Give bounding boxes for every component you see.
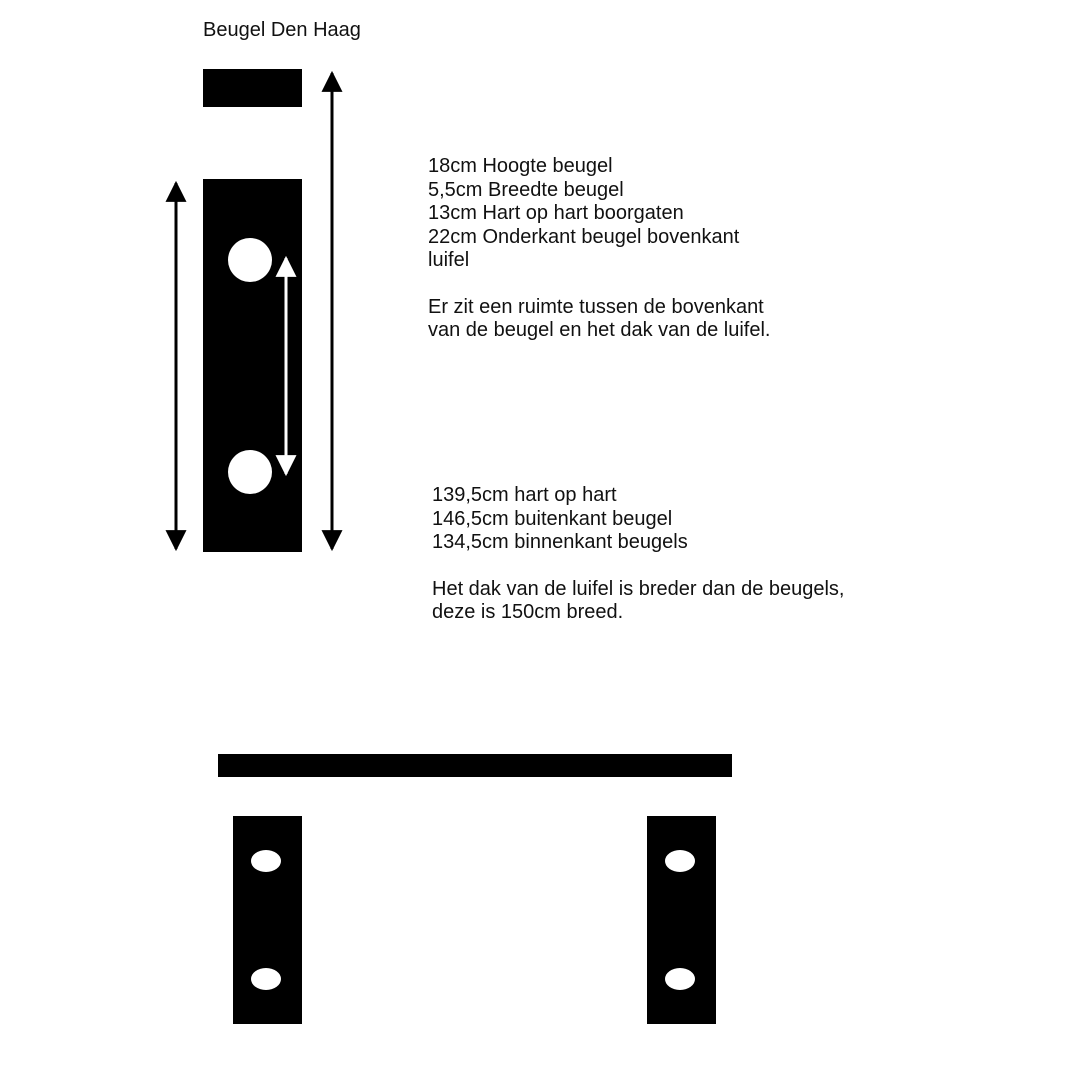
spec-width: 5,5cm Breedte beugel — [428, 178, 624, 201]
roof-note-line-1: Het dak van de luifel is breder dan de beugels, — [432, 577, 845, 600]
bracket-front-left — [233, 816, 302, 1024]
spec-hole-spacing: 13cm Hart op hart boorgaten — [428, 202, 684, 224]
bracket-hole-bottom — [228, 450, 272, 494]
bracket-note-line-2: van de beugel en het dak van de luifel. — [428, 319, 771, 341]
bracket-front-left-hole-bottom — [251, 968, 281, 990]
spec-gap-to-canopy-cont: luifel — [428, 249, 470, 271]
spec-height: 18cm Hoogte beugel — [428, 155, 613, 177]
canopy-roof-side — [203, 69, 302, 107]
bracket-hole-top — [228, 238, 272, 282]
bracket-front-right-hole-bottom — [665, 968, 695, 990]
canopy-roof-front — [218, 754, 732, 777]
diagram-title: Beugel Den Haag — [203, 19, 361, 41]
spec-center-to-center: 139,5cm hart op hart — [432, 484, 617, 506]
spec-outer-edge: 146,5cm buitenkant beugel — [432, 507, 673, 530]
roof-note-line-2: deze is 150cm breed. — [432, 601, 624, 623]
bracket-front-left-hole-top — [251, 850, 281, 872]
bracket-note-line-1: Er zit een ruimte tussen de bovenkant — [428, 295, 764, 318]
bracket-front-right-hole-top — [665, 850, 695, 872]
bracket-front-right — [647, 816, 716, 1024]
spec-inner-edge: 134,5cm binnenkant beugels — [432, 531, 688, 553]
spec-gap-to-canopy: 22cm Onderkant beugel bovenkant — [428, 225, 740, 248]
